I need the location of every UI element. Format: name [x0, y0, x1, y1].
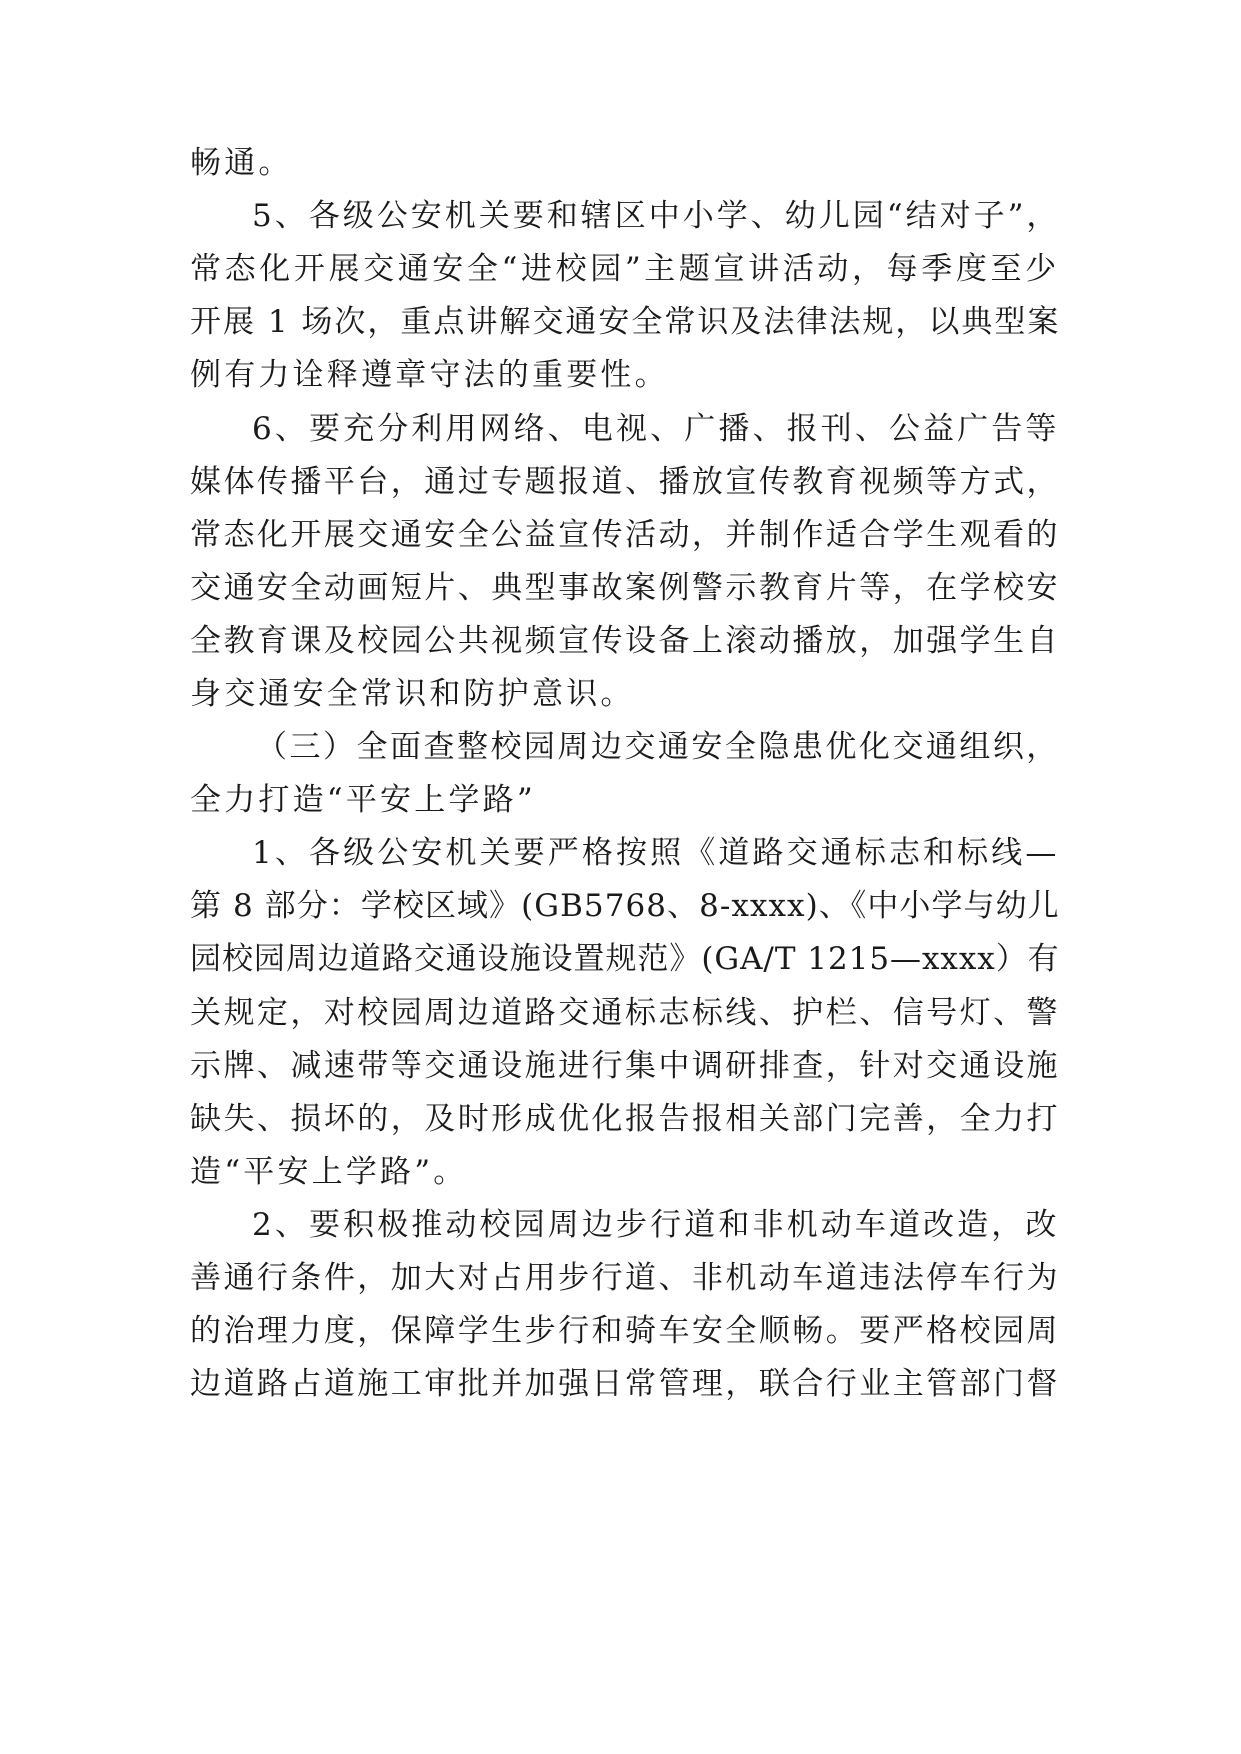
text-line: 第 8 部分：学校区域》(GB5768、8-xxxx)、《中小学与幼儿: [190, 888, 1060, 924]
text-line: 媒体传播平台，通过专题报道、播放宣传教育视频等方式，: [190, 464, 1060, 500]
text-line: 例有力诠释遵章守法的重要性。: [190, 357, 669, 393]
section-heading-cont: 全力打造“平安上学路”: [190, 782, 536, 818]
text-line: 的治理力度，保障学生步行和骑车安全顺畅。要严格校园周: [190, 1313, 1060, 1349]
paragraph-5-start: 5、各级公安机关要和辖区中小学、幼儿园“结对子”，: [252, 198, 1061, 234]
text-line: 全教育课及校园公共视频宣传设备上滚动播放，加强学生自: [190, 623, 1060, 659]
text-line: 常态化开展交通安全“进校园”主题宣讲活动，每季度至少: [190, 251, 1060, 287]
text-line: 身交通安全常识和防护意识。: [190, 676, 635, 712]
paragraph-2-start: 2、要积极推动校园周边步行道和非机动车道改造，改: [252, 1207, 1060, 1243]
text-line: 示牌、减速带等交通设施进行集中调研排查，针对交通设施: [190, 1048, 1060, 1084]
text-line: 常态化开展交通安全公益宣传活动，并制作适合学生观看的: [190, 517, 1060, 553]
paragraph-1-start: 1、各级公安机关要严格按照《道路交通标志和标线—: [252, 835, 1060, 871]
text-line: 边道路占道施工审批并加强日常管理，联合行业主管部门督: [190, 1366, 1060, 1402]
text-line: 园校园周边道路交通设施设置规范》(GA/T 1215—xxxx）有: [190, 941, 1060, 977]
text-line: 关规定，对校园周边道路交通标志标线、护栏、信号灯、警: [190, 995, 1060, 1031]
text-line: 善通行条件，加大对占用步行道、非机动车道违法停车行为: [190, 1260, 1060, 1296]
text-line: 畅通。: [190, 145, 293, 181]
text-line: 开展 1 场次，重点讲解交通安全常识及法律法规，以典型案: [190, 304, 1061, 340]
text-line: 交通安全动画短片、典型事故案例警示教育片等，在学校安: [190, 570, 1060, 606]
paragraph-6-start: 6、要充分利用网络、电视、广播、报刊、公益广告等: [252, 411, 1060, 447]
section-heading: （三）全面查整校园周边交通安全隐患优化交通组织，: [256, 729, 1060, 765]
text-line: 缺失、损坏的，及时形成优化报告报相关部门完善，全力打: [190, 1101, 1060, 1137]
text-line: 造“平安上学路”。: [190, 1154, 468, 1190]
